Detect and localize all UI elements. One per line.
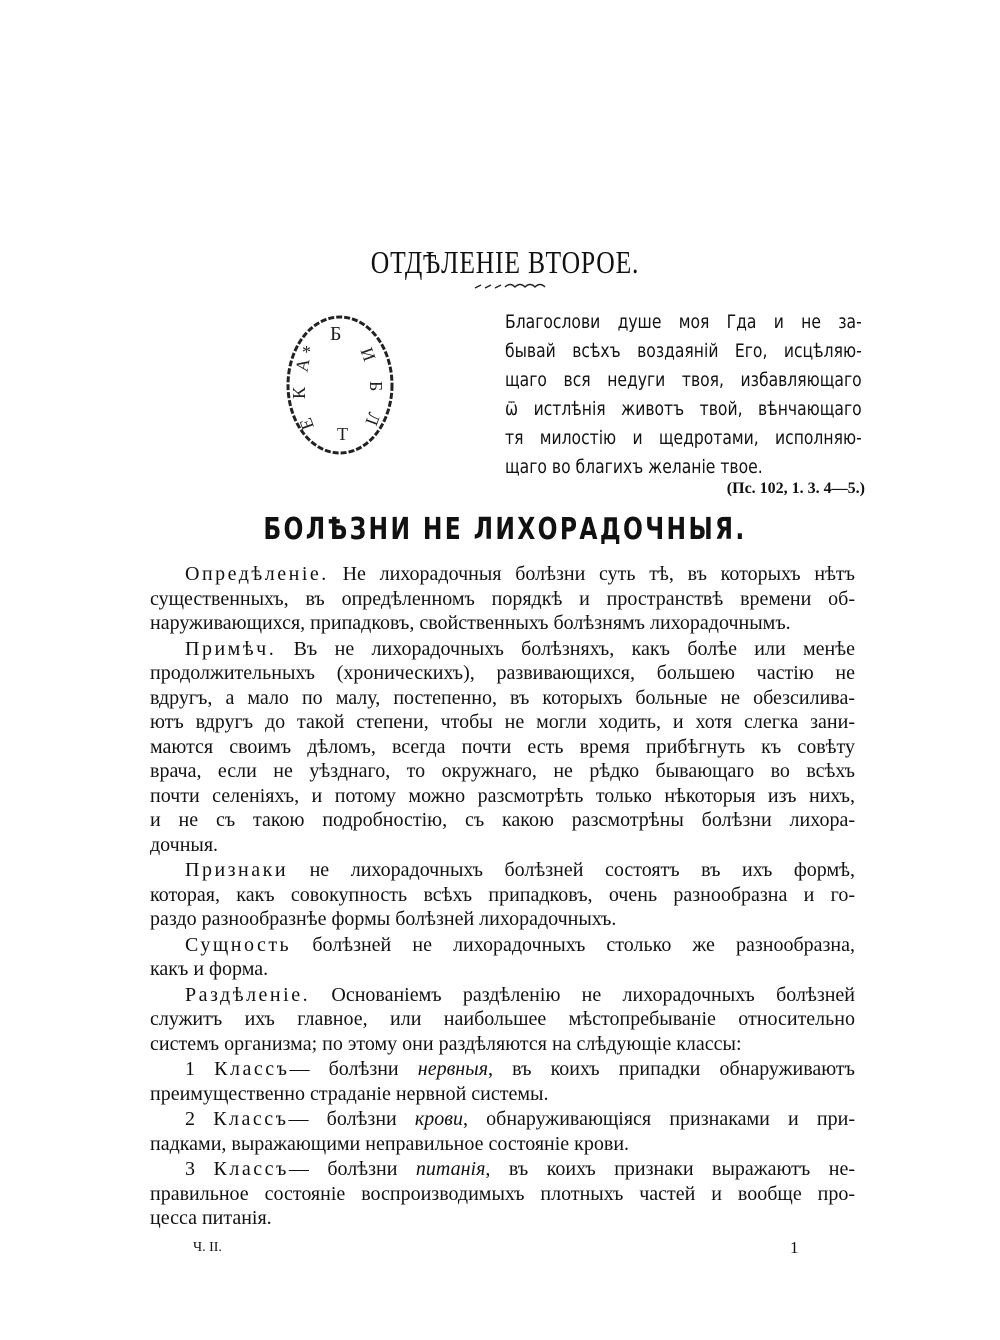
line-text: цесса питанія. xyxy=(150,1207,272,1229)
paragraph-line xyxy=(150,808,855,833)
line-text: правильное состояніе воспроизводимыхъ плотныхъ частей и вообще про- xyxy=(150,1182,855,1205)
svg-text:Е: Е xyxy=(295,415,318,433)
line-text: дочныя. xyxy=(150,833,219,856)
line-text: существенныхъ, въ опредѣленномъ порядкѣ и пространствѣ времени об- xyxy=(150,587,855,610)
class-item-line xyxy=(150,1182,855,1207)
paragraph-first-line xyxy=(150,637,855,662)
class-term: Классъ xyxy=(213,1158,289,1180)
class-item-line xyxy=(150,1132,855,1157)
line-text: раздо разнообразнѣе формы болѣзней лихорадочныхъ. xyxy=(150,908,617,930)
svg-text:Б: Б xyxy=(330,323,342,345)
paragraph-line xyxy=(150,587,855,612)
paragraph-line xyxy=(150,735,855,760)
line-text: наруживающихся, припадковъ, свойственныхъ болѣзнямъ лихорадочнымъ. xyxy=(150,612,791,634)
section-title: ОТДѢЛЕНІЕ ВТОРОЕ. xyxy=(370,244,640,280)
class-pre: — болѣзни xyxy=(288,1158,416,1180)
paragraph-line xyxy=(150,1032,855,1057)
line-text: болѣзней не лихорадочныхъ столько же разнообразна, xyxy=(312,933,856,956)
class-em: нервныя xyxy=(417,1058,489,1080)
class-item-line xyxy=(150,1206,855,1231)
class-pre: — болѣзни xyxy=(288,1108,415,1130)
svg-text:Л: Л xyxy=(361,409,385,429)
paragraph-line xyxy=(150,661,855,686)
line-text: какъ и форма. xyxy=(150,958,269,980)
paragraph-term: Признаки xyxy=(185,859,289,881)
chapter-heading: БОЛѢЗНИ НЕ ЛИХОРАДОЧНЫЯ. xyxy=(263,512,747,547)
paragraph-first-line xyxy=(150,933,855,958)
svg-text:Т: Т xyxy=(337,424,348,444)
epigraph-citation: (Пс. 102, 1. 3. 4—5.) xyxy=(726,480,865,497)
paragraph-term: Раздѣленіе. xyxy=(185,983,311,1006)
svg-text:К: К xyxy=(289,386,309,399)
paragraph-term: Сущность xyxy=(185,933,292,956)
class-term: Классъ xyxy=(214,1058,290,1080)
epigraph-line: бывай всѣхъ воздаяній Его, исцѣляю- xyxy=(505,340,862,362)
paragraph-line xyxy=(150,883,855,908)
line-text: падками, выражающими неправильное состояніе крови. xyxy=(150,1132,630,1155)
epigraph-line: щаго во благихъ желаніе твое. xyxy=(505,456,763,478)
epigraph-line: ѿ истлѣнія животъ твой, вѣнчающаго xyxy=(505,398,862,420)
svg-text:*: * xyxy=(302,342,311,362)
class-num: 2 xyxy=(185,1108,195,1130)
paragraph-line xyxy=(150,611,855,636)
line-text: преимущественно страданіе нервной системы. xyxy=(150,1082,549,1105)
class-term: Классъ xyxy=(213,1108,289,1130)
class-post: , обнаруживающіяся признаками и при- xyxy=(462,1108,855,1130)
epigraph-line: тя милостію и щедротами, исполняю- xyxy=(505,427,862,449)
epigraph-line: щаго вся недуги твоя, избавляющаго xyxy=(505,369,862,391)
signature-mark: Ч. II. xyxy=(193,1240,222,1255)
paragraph-line xyxy=(150,710,855,735)
line-text: и не съ такою подробностію, съ какою разсмотрѣны болѣзни лихора- xyxy=(150,809,855,831)
body-text xyxy=(150,561,855,1231)
paragraph-line xyxy=(150,1007,855,1032)
class-item-line xyxy=(150,1082,855,1107)
class-em: питанія xyxy=(415,1158,486,1180)
line-text: Не лихорадочныя болѣзни суть тѣ, въ которыхъ нѣтъ xyxy=(342,563,856,585)
class-post: , въ коихъ припадки обнаруживаютъ xyxy=(488,1058,856,1080)
line-text: которая, какъ совокупность всѣхъ припадковъ, очень разнообразна и го- xyxy=(150,883,855,906)
paragraph-line xyxy=(150,784,855,809)
class-item-first-line xyxy=(150,1157,855,1182)
paragraph-first-line xyxy=(150,562,855,587)
paragraph-first-line xyxy=(150,983,855,1008)
line-text: врача, если не уѣзднаго, то окружнаго, не рѣдко бывающаго во всѣхъ xyxy=(150,760,855,782)
class-post: , въ коихъ признаки выражаютъ не- xyxy=(485,1158,856,1180)
line-text: почти селеніяхъ, и потому можно разсмотрѣть только нѣкоторыя изъ нихъ, xyxy=(150,784,855,807)
svg-text:А: А xyxy=(291,357,314,374)
paragraph-line xyxy=(150,833,855,858)
page-number: 1 xyxy=(790,1238,799,1257)
line-text: системъ организма; по этому они раздѣляются на слѣдующіе классы: xyxy=(150,1032,742,1055)
paragraph-term: Опредѣленіе. xyxy=(185,563,329,585)
paragraph-term: Примѣч. xyxy=(185,637,277,660)
line-text: Въ не лихорадочныхъ болѣзняхъ, какъ болѣе или менѣе xyxy=(293,637,855,660)
line-text: вдругъ, а мало по малу, постепенно, въ которыхъ больные не обезсилива- xyxy=(150,686,855,709)
class-num: 3 xyxy=(185,1158,195,1180)
paragraph-line xyxy=(150,907,855,932)
line-text: маются своимъ дѣломъ, всегда почти есть время прибѣгнуть къ совѣту xyxy=(150,735,855,758)
paragraph-line xyxy=(150,759,855,784)
svg-text:Б: Б xyxy=(366,381,386,392)
class-num: 1 xyxy=(185,1058,195,1080)
line-text: не лихорадочныхъ болѣзней состоятъ въ ихъ формѣ, xyxy=(309,859,855,881)
epigraph-line: Благослови душе моя Гда и не за- xyxy=(505,311,862,333)
class-em: крови xyxy=(414,1108,463,1130)
class-item-first-line xyxy=(150,1107,855,1132)
line-text: служитъ ихъ главное, или наибольшее мѣстопребываніе относительно xyxy=(150,1008,855,1030)
line-text: ютъ вдругъ до такой степени, чтобы не могли ходить, и хотя слегка зани- xyxy=(150,711,855,733)
paragraph-line xyxy=(150,957,855,982)
class-pre: — болѣзни xyxy=(289,1058,418,1080)
ornament-divider xyxy=(455,280,565,292)
line-text: продолжительныхъ (хроническихъ), развивающихся, большею частію не xyxy=(150,662,855,684)
line-text: Основаніемъ раздѣленію не лихорадочныхъ болѣзней xyxy=(331,983,856,1006)
library-stamp xyxy=(282,310,402,460)
paragraph-line xyxy=(150,686,855,711)
paragraph-first-line xyxy=(150,858,855,883)
class-item-first-line xyxy=(150,1057,855,1082)
svg-text:И: И xyxy=(356,344,380,364)
